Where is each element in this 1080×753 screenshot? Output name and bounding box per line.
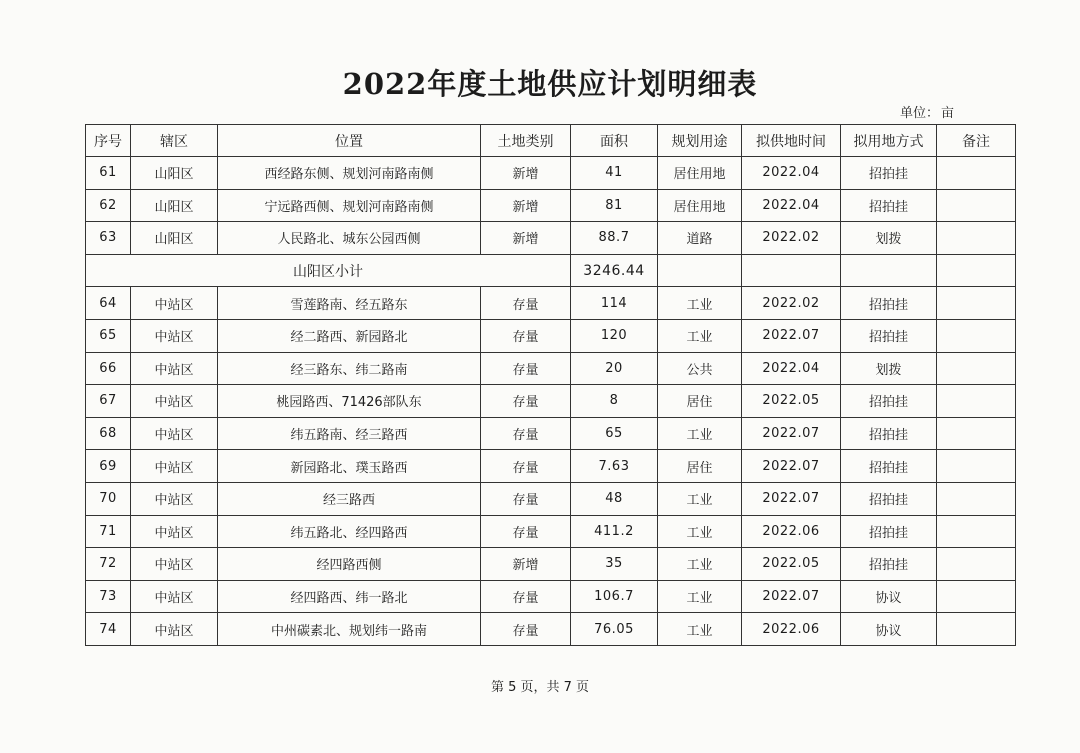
page-footer: 第 5 页，共 7 页 <box>490 680 590 695</box>
supply-method-cell: 招拍挂 <box>841 450 937 483</box>
table-row <box>86 515 1016 548</box>
usage-cell: 工业 <box>658 515 742 548</box>
usage-cell: 居住 <box>658 385 742 418</box>
remark-cell <box>937 287 1016 320</box>
land-type-cell: 新增 <box>481 189 571 222</box>
location-cell: 经四路西侧 <box>218 548 481 581</box>
location-cell: 中州碳素北、规划纬一路南 <box>218 613 481 646</box>
land-type-cell: 存量 <box>481 287 571 320</box>
location-cell: 宁远路西侧、规划河南路南侧 <box>218 189 481 222</box>
usage-cell: 公共 <box>658 352 742 385</box>
usage-cell: 工业 <box>658 287 742 320</box>
subtotal-section <box>86 254 1016 287</box>
supply-method-cell: 招拍挂 <box>841 548 937 581</box>
supply-method-cell: 划拨 <box>841 352 937 385</box>
subtotal-row <box>86 254 1016 287</box>
supply-method-cell: 招拍挂 <box>841 515 937 548</box>
supply-method-cell: 招拍挂 <box>841 417 937 450</box>
header-cell: 拟用地方式 <box>841 125 937 157</box>
district-cell: 中站区 <box>131 385 218 418</box>
usage-cell: 居住用地 <box>658 189 742 222</box>
district-cell: 中站区 <box>131 417 218 450</box>
seq-cell: 67 <box>86 385 131 418</box>
land-type-cell: 存量 <box>481 515 571 548</box>
area-cell: 88.7 <box>571 222 658 255</box>
seq-cell: 64 <box>86 287 131 320</box>
land-type-cell: 存量 <box>481 385 571 418</box>
seq-cell: 73 <box>86 580 131 613</box>
district-cell: 山阳区 <box>131 222 218 255</box>
usage-cell: 工业 <box>658 319 742 352</box>
remark-cell <box>937 482 1016 515</box>
supply-method-cell: 招拍挂 <box>841 157 937 190</box>
location-cell: 新园路北、璞玉路西 <box>218 450 481 483</box>
land-type-cell: 新增 <box>481 157 571 190</box>
land-type-cell: 存量 <box>481 417 571 450</box>
district-cell: 中站区 <box>131 319 218 352</box>
supply-time-cell: 2022.07 <box>742 319 841 352</box>
land-type-cell: 存量 <box>481 450 571 483</box>
supply-time-cell: 2022.02 <box>742 287 841 320</box>
district-cell: 中站区 <box>131 613 218 646</box>
district-cell: 中站区 <box>131 580 218 613</box>
location-cell: 经二路西、新园路北 <box>218 319 481 352</box>
seq-cell: 71 <box>86 515 131 548</box>
header-cell: 面积 <box>571 125 658 157</box>
remark-cell <box>937 417 1016 450</box>
table-row <box>86 352 1016 385</box>
supply-time-cell: 2022.02 <box>742 222 841 255</box>
document-title: 2022年度土地供应计划明细表 <box>342 67 758 101</box>
table-row <box>86 319 1016 352</box>
header-cell: 土地类别 <box>481 125 571 157</box>
area-cell: 20 <box>571 352 658 385</box>
location-cell: 纬五路北、经四路西 <box>218 515 481 548</box>
land-type-cell: 存量 <box>481 319 571 352</box>
district-cell: 中站区 <box>131 352 218 385</box>
subtotal-label: 山阳区小计 <box>86 254 571 287</box>
district-cell: 山阳区 <box>131 157 218 190</box>
supply-method-cell: 招拍挂 <box>841 287 937 320</box>
remark-cell <box>937 548 1016 581</box>
table-row <box>86 157 1016 190</box>
seq-cell: 70 <box>86 482 131 515</box>
location-cell: 经三路东、纬二路南 <box>218 352 481 385</box>
land-type-cell: 新增 <box>481 222 571 255</box>
seq-cell: 68 <box>86 417 131 450</box>
location-cell: 桃园路西、71426部队东 <box>218 385 481 418</box>
district-cell: 中站区 <box>131 482 218 515</box>
header-cell: 规划用途 <box>658 125 742 157</box>
unit-value: 亩 <box>941 106 955 121</box>
land-type-cell: 新增 <box>481 548 571 581</box>
area-cell: 81 <box>571 189 658 222</box>
usage-cell: 工业 <box>658 580 742 613</box>
location-cell: 西经路东侧、规划河南路南侧 <box>218 157 481 190</box>
table-row <box>86 417 1016 450</box>
unit-prefix: 单位： <box>900 106 940 121</box>
land-type-cell: 存量 <box>481 580 571 613</box>
supply-method-cell: 招拍挂 <box>841 385 937 418</box>
table-cell <box>841 254 937 287</box>
district-cell: 中站区 <box>131 548 218 581</box>
seq-cell: 63 <box>86 222 131 255</box>
area-cell: 106.7 <box>571 580 658 613</box>
remark-cell <box>937 515 1016 548</box>
supply-time-cell: 2022.07 <box>742 482 841 515</box>
location-cell: 人民路北、城东公园西侧 <box>218 222 481 255</box>
header-cell: 拟供地时间 <box>742 125 841 157</box>
table-row <box>86 482 1016 515</box>
supply-time-cell: 2022.06 <box>742 515 841 548</box>
usage-cell: 工业 <box>658 417 742 450</box>
seq-cell: 66 <box>86 352 131 385</box>
supply-method-cell: 划拨 <box>841 222 937 255</box>
area-cell: 114 <box>571 287 658 320</box>
header-row <box>86 125 1016 157</box>
supply-method-cell: 招拍挂 <box>841 189 937 222</box>
seq-cell: 62 <box>86 189 131 222</box>
table-row <box>86 613 1016 646</box>
supply-time-cell: 2022.07 <box>742 580 841 613</box>
usage-cell: 工业 <box>658 548 742 581</box>
table-row <box>86 385 1016 418</box>
district-cell: 中站区 <box>131 450 218 483</box>
usage-cell: 工业 <box>658 482 742 515</box>
usage-cell: 工业 <box>658 613 742 646</box>
table-row <box>86 189 1016 222</box>
usage-cell: 居住用地 <box>658 157 742 190</box>
supply-time-cell: 2022.07 <box>742 450 841 483</box>
area-cell: 35 <box>571 548 658 581</box>
usage-cell: 道路 <box>658 222 742 255</box>
rows-shanyang <box>86 157 1016 255</box>
supply-time-cell: 2022.07 <box>742 417 841 450</box>
area-cell: 8 <box>571 385 658 418</box>
remark-cell <box>937 222 1016 255</box>
area-cell: 120 <box>571 319 658 352</box>
subtotal-area: 3246.44 <box>571 254 658 287</box>
table-row <box>86 450 1016 483</box>
table-cell <box>658 254 742 287</box>
land-type-cell: 存量 <box>481 352 571 385</box>
seq-cell: 61 <box>86 157 131 190</box>
location-cell: 经四路西、纬一路北 <box>218 580 481 613</box>
area-cell: 65 <box>571 417 658 450</box>
remark-cell <box>937 580 1016 613</box>
district-cell: 中站区 <box>131 287 218 320</box>
table-row <box>86 287 1016 320</box>
district-cell: 中站区 <box>131 515 218 548</box>
supply-time-cell: 2022.05 <box>742 548 841 581</box>
header-cell: 序号 <box>86 125 131 157</box>
header-cell: 位置 <box>218 125 481 157</box>
supply-time-cell: 2022.04 <box>742 189 841 222</box>
supply-method-cell: 协议 <box>841 613 937 646</box>
supply-time-cell: 2022.06 <box>742 613 841 646</box>
remark-cell <box>937 157 1016 190</box>
table-cell <box>742 254 841 287</box>
remark-cell <box>937 319 1016 352</box>
district-cell: 山阳区 <box>131 189 218 222</box>
land-supply-table <box>85 124 1016 646</box>
table-cell <box>937 254 1016 287</box>
remark-cell <box>937 352 1016 385</box>
seq-cell: 69 <box>86 450 131 483</box>
area-cell: 48 <box>571 482 658 515</box>
location-cell: 雪莲路南、经五路东 <box>218 287 481 320</box>
usage-cell: 居住 <box>658 450 742 483</box>
location-cell: 纬五路南、经三路西 <box>218 417 481 450</box>
seq-cell: 65 <box>86 319 131 352</box>
supply-method-cell: 协议 <box>841 580 937 613</box>
seq-cell: 74 <box>86 613 131 646</box>
table-row <box>86 222 1016 255</box>
header-cell: 辖区 <box>131 125 218 157</box>
location-cell: 经三路西 <box>218 482 481 515</box>
table-row <box>86 580 1016 613</box>
supply-method-cell: 招拍挂 <box>841 319 937 352</box>
area-cell: 7.63 <box>571 450 658 483</box>
remark-cell <box>937 450 1016 483</box>
supply-method-cell: 招拍挂 <box>841 482 937 515</box>
supply-time-cell: 2022.04 <box>742 352 841 385</box>
area-cell: 76.05 <box>571 613 658 646</box>
supply-time-cell: 2022.05 <box>742 385 841 418</box>
area-cell: 411.2 <box>571 515 658 548</box>
seq-cell: 72 <box>86 548 131 581</box>
remark-cell <box>937 189 1016 222</box>
land-type-cell: 存量 <box>481 482 571 515</box>
area-cell: 41 <box>571 157 658 190</box>
table-row <box>86 548 1016 581</box>
supply-time-cell: 2022.04 <box>742 157 841 190</box>
rows-zhongzhan <box>86 287 1016 646</box>
remark-cell <box>937 385 1016 418</box>
remark-cell <box>937 613 1016 646</box>
header-cell: 备注 <box>937 125 1016 157</box>
land-type-cell: 存量 <box>481 613 571 646</box>
unit-label <box>900 102 956 121</box>
